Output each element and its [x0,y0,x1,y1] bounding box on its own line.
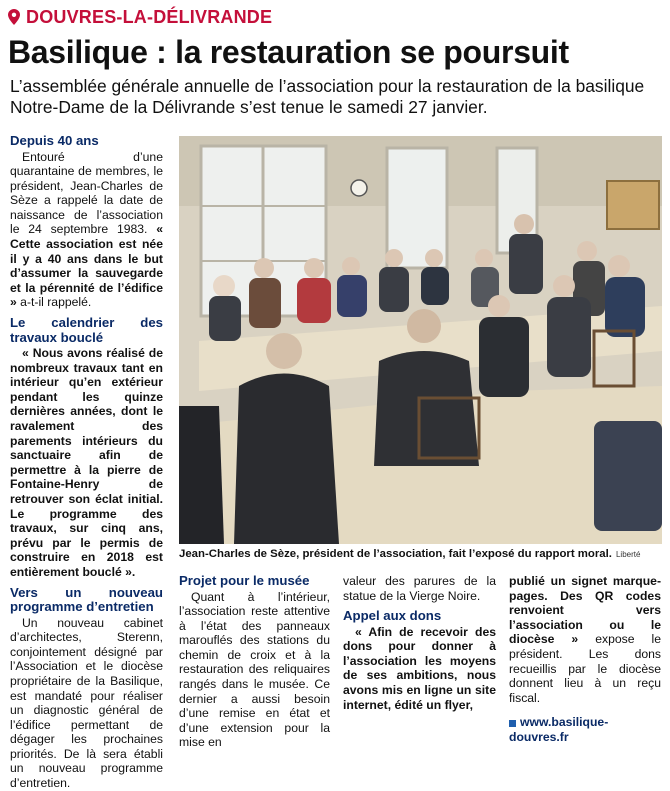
location-pin-icon [8,9,20,25]
article-lead: L’assemblée générale annuelle de l’association pour la restauration de la basilique Notre-Dame de la Délivrande s’est tenue le samedi 27 janvier. [10,76,645,117]
paragraph-museum: Quant à l’intérieur, l’association reste attentive à l’état des panneaux marouflés des stations du chemin de croix et à la restauration des reliquaires rangés dans le musée. Ce dernier a aussi besoin d’une remise en état et d’une extension pour la mise en [179,589,330,750]
subheading-dons: Appel aux dons [343,608,442,624]
article-headline: Basilique : la restauration se poursuit [8,34,569,70]
subheading-entretien: Vers un nouveau programme d’entretien [10,584,163,615]
section-kicker [8,6,272,28]
paragraph-vierge-noire: valeur des parures de la statue de la Vierge Noire. [343,574,496,603]
caption-text: Jean-Charles de Sèze, président de l’association, fait l’exposé du rapport moral. [179,548,612,560]
article-column-1 [10,134,163,791]
website-line [509,715,661,744]
photo-caption [179,548,662,560]
website-link[interactable]: www.basilique-douvres.fr [509,715,609,744]
paragraph-history: Entouré d’une quarantaine de membres, le président, Jean-Charles de Sèze a rappelé la date de naissance de l’association le 24 septembre 1983. « Cette association est née il y a 40 ans dans le but d’assumer la sauvegarde et la pérennité de l’édifice » a-t-il rappelé. [10,149,163,310]
article-column-2 [179,574,330,750]
article-photo [179,136,662,544]
subheading-depuis-40-ans: Depuis 40 ans [10,133,99,148]
article-column-4 [509,574,661,745]
photo-credit: Liberté [615,550,641,559]
paragraph-maintenance: Un nouveau cabinet d’architectes, Sterenn, conjointement désigné par l’Association et le diocèse propriétaire de la Basilique, est mandaté pour réaliser un diagnostic général de l’édifice permettant de dégager les prochaines priorités. De là sera établi un nouveau programme d’entretien. [10,615,163,791]
paragraph-donations-quote: « Afin de recevoir des dons pour donner à l’association les moyens de ses ambitions, nous avons mis en ligne un site internet, édité un flyer, [343,624,496,712]
meeting-photo-illustration [179,136,662,544]
paragraph-qr-codes: publié un signet marque-pages. Des QR codes renvoient vers l’association ou le diocèse » expose le président. Les dons recueillis par le diocèse donnent lieu à un reçu fiscal. [509,574,661,705]
kicker-text: DOUVRES-LA-DÉLIVRANDE [26,6,273,27]
paragraph-works-quote: « Nous avons réalisé de nombreux travaux tant en intérieur qu’en extérieur pendant les quinze dernières années, dont le ravalement des parements intérieurs du sanctuaire afin de permettre à la pierre de Fontaine-Henry de retrouver son éclat initial. Le programme des travaux, sur cinq ans, prévu par le permis de construire en 2018 est entièrement bouclé ». [10,346,163,579]
subheading-calendrier: Le calendrier des travaux bouclé [10,315,163,345]
article-column-3 [343,574,496,712]
subheading-musee: Projet pour le musée [179,573,310,588]
